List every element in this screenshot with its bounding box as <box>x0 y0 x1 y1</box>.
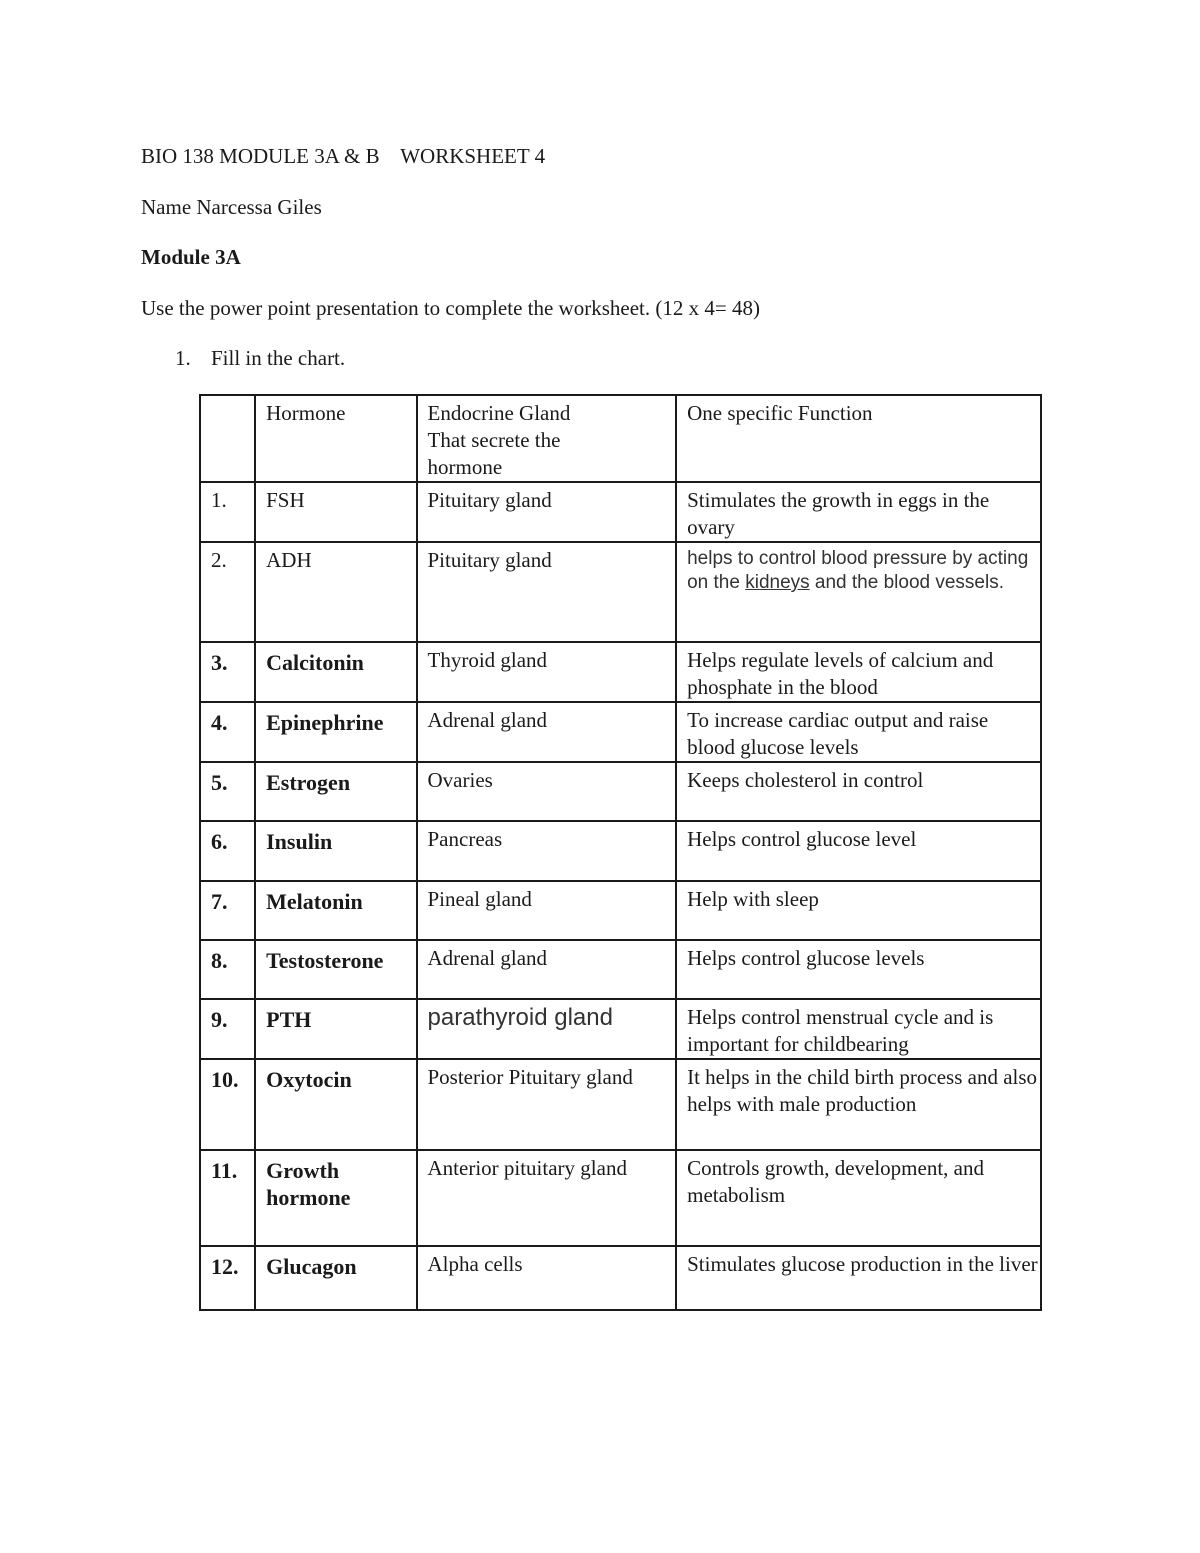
hormone-cell: Glucagon <box>255 1246 416 1310</box>
kidneys-link[interactable]: kidneys <box>745 572 810 593</box>
table-row <box>200 702 1041 762</box>
function-cell: Keeps cholesterol in control <box>676 762 1041 821</box>
gland-cell: parathyroid gland <box>417 999 677 1059</box>
row-number-cell: 11. <box>200 1150 255 1246</box>
hormone-cell: Growth hormone <box>255 1150 416 1246</box>
function-cell: Stimulates the growth in eggs in the ovary <box>676 482 1041 542</box>
instructions-text: Use the power point presentation to complete the worksheet. (12 x 4= 48) <box>141 296 760 320</box>
table-row <box>200 881 1041 940</box>
header-gland-line-1: Endocrine Gland <box>427 401 571 425</box>
function-cell: Helps control glucose level <box>676 821 1041 881</box>
gland-cell: Pineal gland <box>417 881 677 940</box>
gland-cell: Pancreas <box>417 821 677 881</box>
row-number-cell: 9. <box>200 999 255 1059</box>
hormone-chart-table <box>199 394 1042 1311</box>
hormone-cell: Testosterone <box>255 940 416 999</box>
question-1 <box>175 348 345 369</box>
hormone-cell: Estrogen <box>255 762 416 821</box>
gland-cell: Adrenal gland <box>417 940 677 999</box>
table-row <box>200 642 1041 702</box>
table-header-row <box>200 395 1041 482</box>
gland-cell: Posterior Pituitary gland <box>417 1059 677 1150</box>
function-cell: Helps control glucose levels <box>676 940 1041 999</box>
header-gland-cell <box>417 395 677 482</box>
row-number-cell: 12. <box>200 1246 255 1310</box>
hormone-cell: Epinephrine <box>255 702 416 762</box>
worksheet-title: BIO 138 MODULE 3A & B WORKSHEET 4 <box>141 144 546 168</box>
row-number-cell: 10. <box>200 1059 255 1150</box>
row-number-cell: 7. <box>200 881 255 940</box>
header-hormone-cell: Hormone <box>255 395 416 482</box>
header-function-cell: One specific Function <box>676 395 1041 482</box>
row-number-cell: 5. <box>200 762 255 821</box>
gland-cell: Pituitary gland <box>417 482 677 542</box>
function-text-part2: and the blood vessels. <box>809 572 1004 593</box>
hormone-cell: PTH <box>255 999 416 1059</box>
hormone-cell: Oxytocin <box>255 1059 416 1150</box>
table-row <box>200 1059 1041 1150</box>
hormone-cell: FSH <box>255 482 416 542</box>
gland-cell: Ovaries <box>417 762 677 821</box>
function-text-part1: helps to control blood pressure by acting on the <box>687 548 1029 593</box>
row-number-cell: 1. <box>200 482 255 542</box>
function-cell: Helps regulate levels of calcium and phosphate in the blood <box>676 642 1041 702</box>
table-row <box>200 762 1041 821</box>
student-name-line: Name Narcessa Giles <box>141 195 322 219</box>
header-gland-line-2: That secrete the <box>427 428 561 452</box>
hormone-cell: Calcitonin <box>255 642 416 702</box>
table-row <box>200 542 1041 642</box>
gland-cell: Adrenal gland <box>417 702 677 762</box>
row-number-cell: 3. <box>200 642 255 702</box>
function-cell: To increase cardiac output and raise blood glucose levels <box>676 702 1041 762</box>
row-number-cell: 4. <box>200 702 255 762</box>
row-number-cell: 6. <box>200 821 255 881</box>
function-cell: Stimulates glucose production in the liver <box>676 1246 1041 1310</box>
function-cell: Help with sleep <box>676 881 1041 940</box>
table-row <box>200 940 1041 999</box>
table-row <box>200 999 1041 1059</box>
gland-cell: Thyroid gland <box>417 642 677 702</box>
header-num-cell <box>200 395 255 482</box>
module-heading: Module 3A <box>141 245 241 269</box>
question-text: Fill in the chart. <box>211 346 346 370</box>
function-cell: It helps in the child birth process and also helps with male production <box>676 1059 1041 1150</box>
hormone-cell: Insulin <box>255 821 416 881</box>
hormone-cell: ADH <box>255 542 416 642</box>
table-row <box>200 1150 1041 1246</box>
row-number-cell: 8. <box>200 940 255 999</box>
question-number: 1. <box>175 346 191 370</box>
table-row <box>200 1246 1041 1310</box>
gland-cell: Anterior pituitary gland <box>417 1150 677 1246</box>
function-cell <box>676 542 1041 642</box>
header-gland-line-3: hormone <box>427 455 503 479</box>
hormone-cell: Melatonin <box>255 881 416 940</box>
row-number-cell: 2. <box>200 542 255 642</box>
table-row <box>200 821 1041 881</box>
gland-cell: Alpha cells <box>417 1246 677 1310</box>
table-row <box>200 482 1041 542</box>
function-cell: Helps control menstrual cycle and is important for childbearing <box>676 999 1041 1059</box>
gland-cell: Pituitary gland <box>417 542 677 642</box>
function-cell: Controls growth, development, and metabolism <box>676 1150 1041 1246</box>
